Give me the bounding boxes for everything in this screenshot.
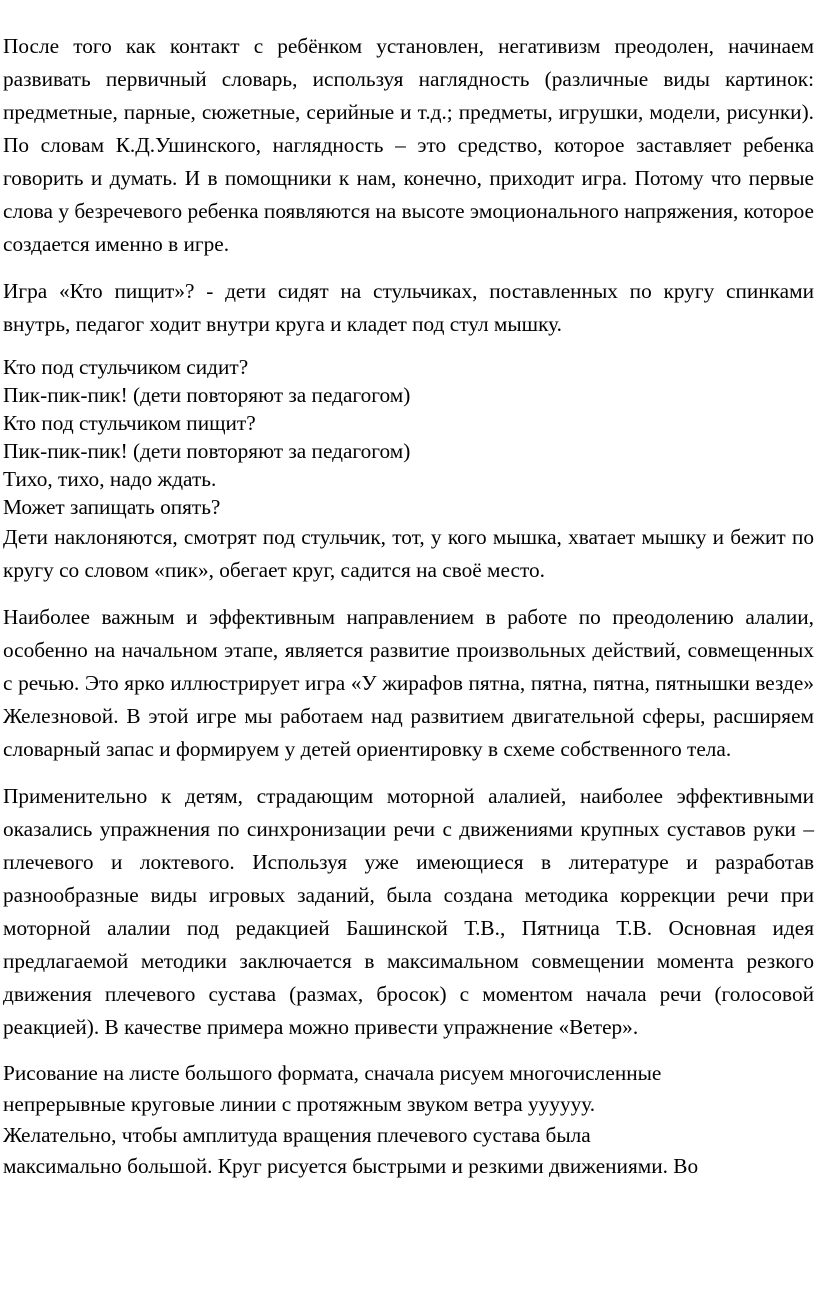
verse-line: Может запищать опять? (3, 495, 221, 519)
paragraph-voluntary-actions: Наиболее важным и эффективным направлением в работе по преодолению алалии, особенно на начальном этапе, является развитие произвольных действий, совмещенных с речью. Это ярко иллюстрирует игра «У жирафов пятна, пятна, пятна, пятнышки везде» Железновой. В этой игре мы работаем над развитием двигательной сферы, расширяем словарный запас и формируем у детей ориентировку в схеме собственного тела. (3, 605, 814, 761)
text-line: Рисование на листе большого формата, сначала рисуем многочисленные (3, 1061, 662, 1085)
paragraph-game-description: Игра «Кто пищит»? - дети сидят на стульчиках, поставленных по кругу спинками внутрь, педагог ходит внутри круга и кладет под стул мышку. (3, 279, 814, 336)
paragraph-methodology: Применительно к детям, страдающим моторной алалией, наиболее эффективными оказались упражнения по синхронизации речи с движениями крупных суставов руки – плечевого и локтевого. Используя уже имеющиеся в литературе и разработав разнообразные виды игровых заданий, была создана методика коррекции речи при моторной алалии под редакцией Башинской Т.В., Пятница Т.В. Основная идея предлагаемой методики заключается в максимальном совмещении момента резкого движения плечевого сустава (размах, бросок) с моментом начала речи (голосовой реакцией). В качестве примера можно привести упражнение «Ветер». (3, 784, 814, 1039)
verse-line: Пик-пик-пик! (дети повторяют за педагогом) (3, 439, 411, 463)
text-line: максимально большой. Круг рисуется быстрыми и резкими движениями. Во (3, 1154, 699, 1178)
verse-line: Кто под стульчиком сидит? (3, 355, 249, 379)
text-line: непрерывные круговые линии с протяжным звуком ветра уууууу. (3, 1092, 596, 1116)
paragraph-wind-exercise (3, 1058, 814, 1182)
paragraph-intro: После того как контакт с ребёнком установлен, негативизм преодолен, начинаем развивать первичный словарь, используя наглядность (различные виды картинок: предметные, парные, сюжетные, серийные и т.д.; предметы, игрушки, модели, рисунки). По словам К.Д.Ушинского, наглядность – это средство, которое заставляет ребенка говорить и думать. И в помощники к нам, конечно, приходит игра. Потому что первые слова у безречевого ребенка появляются на высоте эмоционального напряжения, которое создается именно в игре. (3, 34, 814, 256)
paragraph-game-actions: Дети наклоняются, смотрят под стульчик, тот, у кого мышка, хватает мышку и бежит по кругу со словом «пик», обегает круг, садится на своё место. (3, 525, 814, 582)
verse-line: Кто под стульчиком пищит? (3, 411, 256, 435)
text-line: Желательно, чтобы амплитуда вращения плечевого сустава была (3, 1123, 591, 1147)
verse-line: Пик-пик-пик! (дети повторяют за педагогом) (3, 383, 411, 407)
verse-line: Тихо, тихо, надо ждать. (3, 467, 217, 491)
game-verse (3, 353, 814, 521)
